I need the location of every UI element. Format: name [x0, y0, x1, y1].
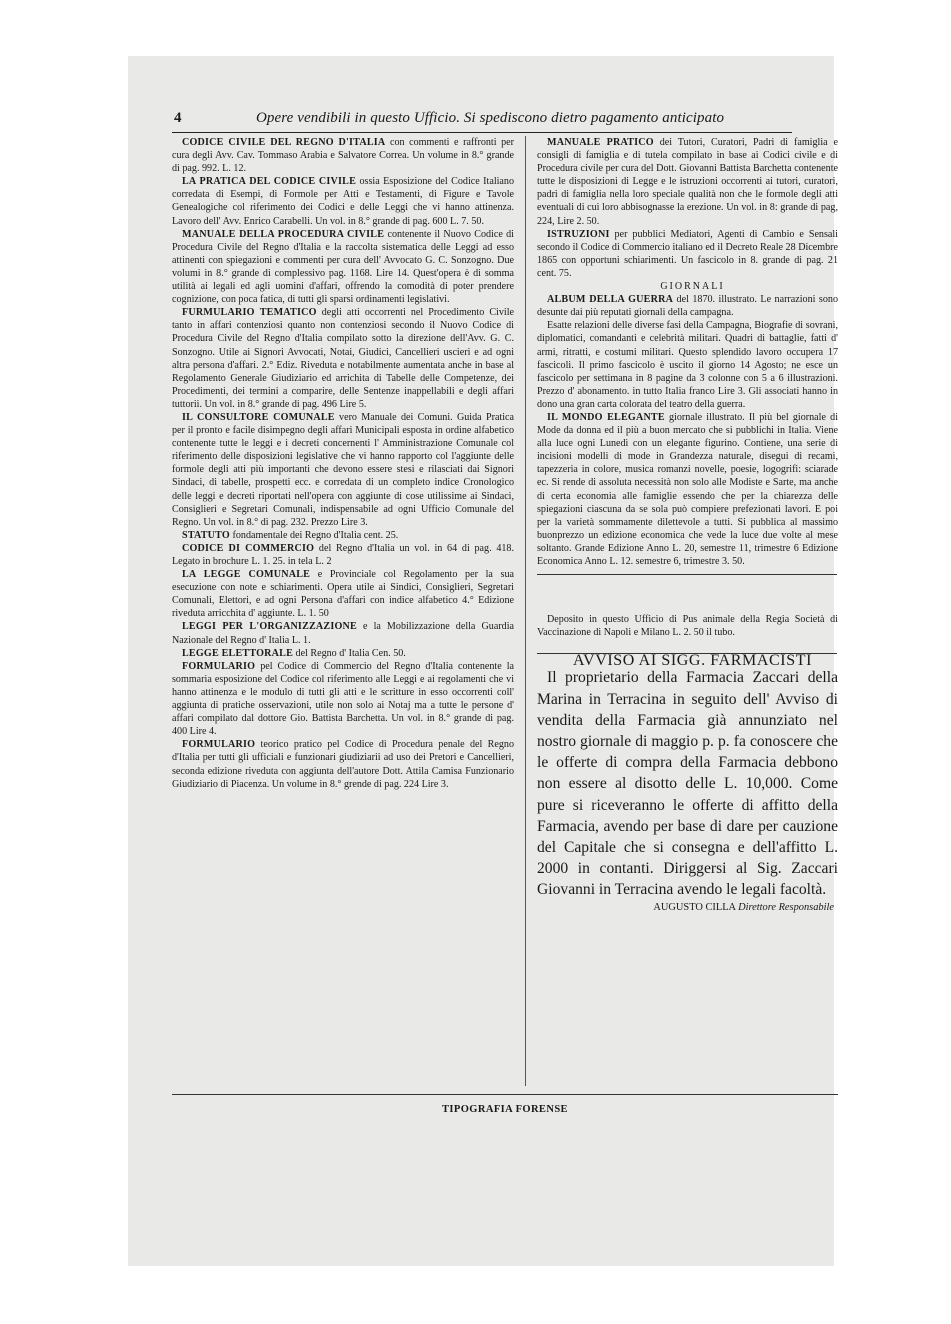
- listing-text: Esatte relazioni delle diverse fasi della Campagna, Biografie di sovrani, diplomatici, comandanti e celebrità militari. Quadri di battaglie, fatti d' armi, ritratti, e costumi militari. Questo splendido lavoro occupera 17 fascicoli. Il primo fascicolo è uscito il giorno 14 Agosto; ne esce un fascicolo per settimana in 8 pagine da 3 colonne con 5 a 6 illustrazioni. Prezzo d' abonamento. in tutto Italia franco Lire 3. Gli associati hanno in dono una gran carta colorata del teatro della guerra.: [537, 320, 838, 410]
- listing-lead: FURMULARIO TEMATICO: [182, 307, 317, 319]
- listing-text: del Regno d'Italia un vol. in 64 di pag. 418. Legato in brochure L. 1. 25. in tela L. 2: [172, 542, 515, 567]
- listing-statuto: [172, 529, 514, 542]
- listing-lead: ISTRUZIONI: [547, 228, 610, 240]
- listing-lead: LA PRATICA DEL CODICE CIVILE: [182, 176, 357, 188]
- avviso-title: AVVISO AI SIGG. FARMACISTI: [572, 652, 813, 670]
- listing-lead: LEGGE ELETTORALE: [182, 647, 293, 659]
- listing-formulario-tematico: [172, 306, 514, 411]
- listing-codice-civile: [172, 136, 514, 175]
- signature-role: Direttore Responsabile: [738, 901, 834, 913]
- listing-mondo-elegante: [537, 411, 838, 568]
- listing-text: degli atti occorrenti nel Procedimento Civile tanto in affari contenziosi quanto non contenziosi secondo il Nuovo Codice di Procedura Civile del Regno d'Italia compilato sotto la direzione dell'Avv. G. C. Sonzogno. Utile ai Signori Avvocati, Notai, Giudici, Cancellieri uscieri e ad ogni altra persona d'affari. 2.° Ediz. Riveduta e notabilmente aumentata anche in base al Regolamento Generale Giudiziario ed arrichita di Tabelle delle Competenze, dei Procedimenti, dei termini a comparire, delle Sentenze inappellabili e degli affari tuttorii. Un vol. in 8.° grande di pag. 496 Lire 5.: [172, 307, 514, 410]
- left-column: [172, 136, 514, 791]
- listing-formulario-commercio: [172, 660, 514, 739]
- listing-lead: IL CONSULTORE COMUNALE: [182, 411, 335, 423]
- listing-lead: LA LEGGE COMUNALE: [182, 569, 311, 581]
- page-number: 4: [174, 110, 182, 126]
- column-divider: [525, 136, 526, 1086]
- listing-legge-comunale: [172, 568, 514, 620]
- listing-text: per pubblici Mediatori, Agenti di Cambio e Sensali secondo il Codice di Commercio italiano ed il Decreto Reale 28 Dicembre 1865 con opportuni schiarimenti. Un fascicolo in 8. grande di pag. 21 cent. 75.: [537, 228, 838, 279]
- signature-name: AUGUSTO CILLA: [653, 901, 736, 913]
- listing-album-guerra: [537, 293, 838, 319]
- listing-codice-commercio: [172, 542, 514, 568]
- listing-manuale-pratico: [537, 136, 838, 228]
- listing-lead: CODICE DI COMMERCIO: [182, 542, 315, 554]
- avviso-body: Il proprietario della Farmacia Zaccari della Marina in Terracina in seguito dell' Avviso di vendita della Farmacia già annunziato nel nostro giornale di maggio p. p. fa conoscere che le offerte di compra della Farmacia debbono non essere al disotto delle L. 10,000. Come pure si riceveranno le offerte di affitto della Farmacia, avendo per base di dare per cauzione del Capitale che si consegna e dell'affitto L. 2000 in contanti. Diriggersi al Sig. Zaccari Giovanni in Terracina avendo le legali facoltà.: [537, 669, 838, 899]
- deposito-notice: Deposito in questo Ufficio di Pus animale della Regia Società di Vaccinazione di Napoli e Milano L. 2. 50 il tubo.: [537, 614, 838, 639]
- listing-text: ossia Esposizione del Codice Italiano corredata di Esempi, di Formole per Atti e Testamenti, di Figure e Tavole Genealogiche col riferimento dei Codici e delle Leggi che vi hanno attinenza. Lavoro dell' Avv. Enrico Carabelli. Un vol. in 8.° grande di pag. 600 L. 7. 50.: [172, 176, 515, 227]
- listing-manuale-procedura: [172, 228, 514, 307]
- header-title: Opere vendibili in questo Ufficio. Si spediscono dietro pagamento anticipato: [256, 110, 725, 126]
- listing-text: e Provinciale col Regolamento per la sua esecuzione con note e schiarimenti. Opera utile ai Sindici, Consiglieri, Segretari Comunali, Elettori, e ad ogni Persona d'affari con indice alfabetico 4.° Edizione riveduta arricchita d' aggiunte. L. 1. 50: [172, 569, 514, 620]
- listing-text: del Regno d' Italia Cen. 50.: [293, 647, 406, 659]
- listing-pratica-codice: [172, 175, 514, 227]
- listing-text: con commenti e raffronti per cura degli Avv. Cav. Tommaso Arabia e Salvatore Correa. Un volume in 8.° grande di pag. 992. L. 12.: [172, 137, 514, 175]
- signature: [537, 901, 838, 914]
- listing-text: vero Manuale dei Comuni. Guida Pratica per il pronto e facile disimpegno degli affari Municipali esposta in ordine alfabetico contenente tutte le leggi e i decreti concernenti l' Amministrazione Comunale col riferimento delle disposizioni legislative che vi hanno rapporto col l'aggiunte delle formole degli atti più importanti che devono essere stesi e rilasciati dai Signori Sindaci, di tabelle, prospetti ecc. e corredata di un completo indice Cronologico delle leggi e decreti riportati nell'opera con aggiunte di cose utilissime ai Sindaci, Consiglieri e Segretari Comunali, indispensabile ad ogni Ufficio Comunale del Regno. Un vol. in 8.° di pag. 232. Prezzo Lire 3.: [172, 411, 514, 528]
- right-column: [537, 136, 838, 914]
- listing-text: fondamentale dei Regno d'Italia cent. 25.: [229, 529, 399, 541]
- listing-consultore-comunale: [172, 411, 514, 529]
- listing-text: giornale illustrato. Il più bel giornale di Mode da donna ed il più a buon mercato che si pubblichi in Italia. Viene alla luce ogni Lunedì con un elegante figurino. Contiene, una serie di incisioni modelli di mode in Grandezza naturale, disegui di recami, tapezzeria in colore, musica romanzi novelle, poesie, logogrifi: sciarade ec. Si rende di assoluta necessità non solo alle Modiste e Sarte, ma anche di certa economia alle famiglie essendo che per la chiarezza delle spiegazioni ciascuna da se sola può compiere prefezionati lavori. E poi per la varietà sommamente dilettevole a tutti. Si pubblica al massimo buonprezzo un edizione economica che vede la luce due volte al mese soltanto. Grande Edizione Anno L. 20, semestre 11, trimestre 6 Edizione Economica Anno L. 12. semestre 6, trimestre 3. 50.: [537, 411, 839, 567]
- listing-formulario-penale: [172, 738, 514, 790]
- listing-lead: FORMULARIO: [182, 660, 256, 672]
- listing-lead: CODICE CIVILE DEL REGNO D'ITALIA: [182, 137, 386, 148]
- listing-lead: FORMULARIO: [182, 739, 256, 751]
- listing-leggi-organizzazione: [172, 620, 514, 646]
- listing-text: del 1870. illustrato. Le narrazioni sono desunte dai più reputati giornali della campagna.: [537, 294, 838, 319]
- listing-legge-elettorale: [172, 647, 514, 660]
- listing-lead: ALBUM DELLA GUERRA: [547, 294, 674, 306]
- listing-album-details: [537, 319, 838, 411]
- section-rule: [537, 574, 837, 575]
- footer-imprint: TIPOGRAFIA FORENSE: [442, 1104, 568, 1115]
- bottom-rule: [172, 1094, 838, 1095]
- listing-text: dei Tutori, Curatori, Padri di famiglia e consigli di famiglia e di tutela compilato in base ai Codici civile e di Procedura civile per cura del Dott. Giovanni Battista Barchetta contenente tutte le disposizioni di Legge e le istruzioni occorrenti ai tutori, curatori, padri di famiglia nella loro speciale qualità non che le formole degli atti eventuali di cui loro abbisognasse la erezione. Un vol. in 8: grande di pag, 224, Lire 2. 50.: [537, 137, 838, 227]
- listing-text: e la Mobilizzazione della Guardia Nazionale del Regno d' Italia L. 1.: [172, 621, 514, 646]
- listing-lead: LEGGI PER L'ORGANIZZAZIONE: [182, 621, 357, 633]
- listing-text: contenente il Nuovo Codice di Procedura Civile del Regno d'Italia e la raccolta sistematica delle Leggi ad esso attinenti con spiegazioni e commenti per cura dell' Avvocato G. C. Sonzogno. Due volumi in 8.° grande di complessivo pag. 1168. Lire 14. Quest'opera è di somma utilità ai legali ed agli uomini d'affari, offrendo la comodità di poter prendere cognizione, con poca fatica, di tutti gli sparsi ordinamenti legislativi.: [172, 228, 514, 306]
- listing-text: teorico pratico pel Codice di Procedura penale del Regno d'Italia per tutti gli ufficiali e funzionari giudiziarii ad uso dei Pretori e Cancellieri, seconda edizione riveduta con aggiunta dell'autore Dott. Attila Camisa Funzionario Giudiziario di Piacenza. Un volume in 8.° grende di pag. 224 Lire 3.: [172, 739, 514, 790]
- listing-text: pel Codice di Commercio del Regno d'Italia contenente la sommaria esposizione del Codice col riferimento alle Leggi e ai regolamenti che vi hanno attinenza e le modulo di tutti gli atti e le scritture in esso occorrenti coll' aggiunta di pratiche osservazioni, utile non solo ai Notaj ma a tutte le persone d' affari compilato dal dottore Gio. Battista Barchetta. Un vol. in 8.° grande di pag. 400 Lire 4.: [172, 660, 514, 738]
- listing-lead: STATUTO: [182, 529, 230, 541]
- listing-lead: MANUALE DELLA PROCEDURA CIVILE: [182, 228, 385, 240]
- listing-lead: MANUALE PRATICO: [547, 137, 654, 148]
- listing-istruzioni: [537, 228, 838, 280]
- page-header: [172, 108, 792, 133]
- listing-lead: IL MONDO ELEGANTE: [547, 411, 665, 423]
- giornali-heading: GIORNALI: [660, 281, 725, 293]
